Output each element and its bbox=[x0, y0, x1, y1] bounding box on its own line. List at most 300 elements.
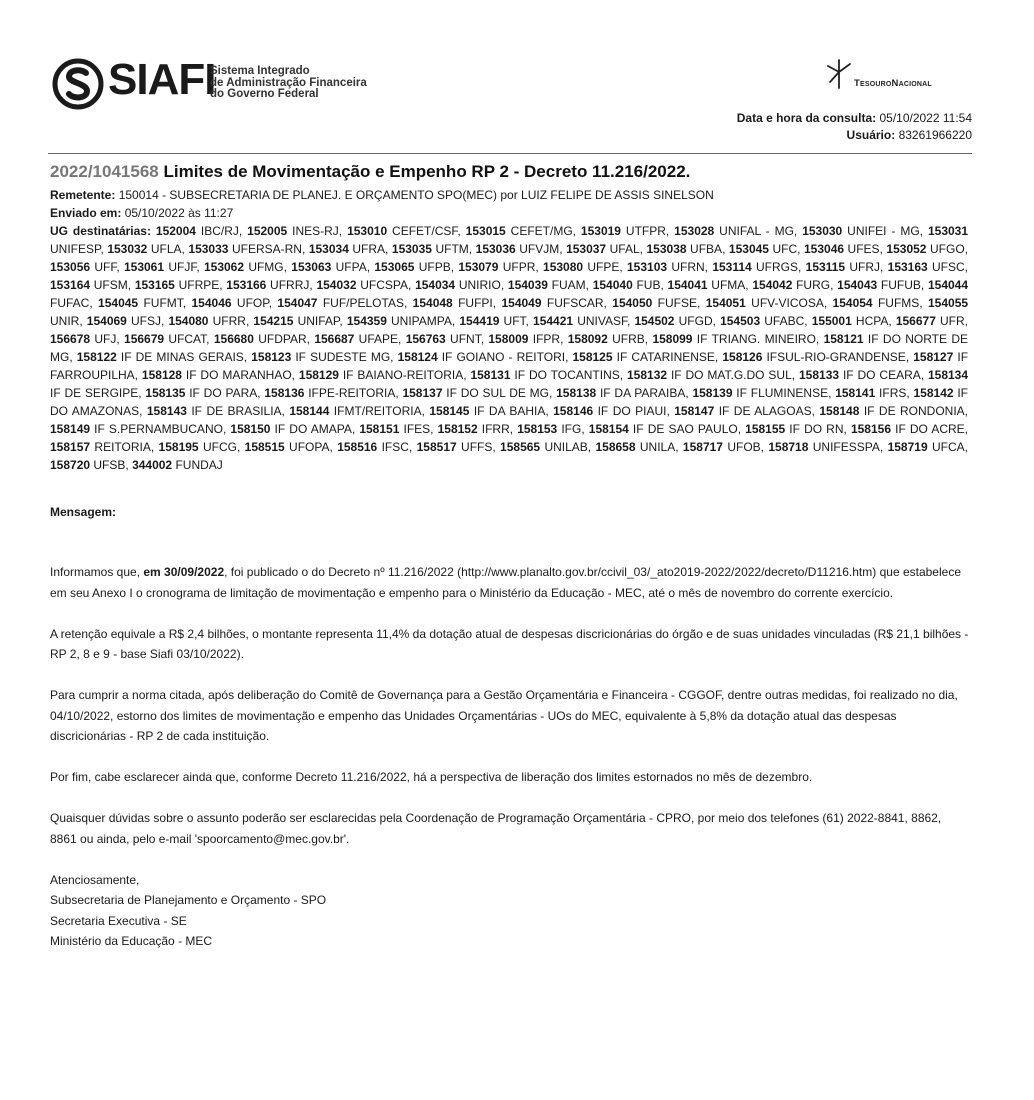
ug-code: 158092 bbox=[567, 332, 608, 346]
ug-destinatarias bbox=[50, 222, 968, 474]
ug-item bbox=[627, 368, 799, 382]
ug-code: 153038 bbox=[646, 242, 687, 256]
ug-code: 158009 bbox=[488, 332, 529, 346]
ug-name: IFRS, bbox=[875, 386, 914, 400]
ug-code: 154042 bbox=[752, 278, 793, 292]
ug-name: UFMG, bbox=[244, 260, 292, 274]
ug-code: 156677 bbox=[895, 314, 936, 328]
consulta-datetime bbox=[737, 110, 972, 127]
ug-name: UFCSPA, bbox=[356, 278, 416, 292]
ug-name: UFCAT, bbox=[164, 332, 214, 346]
page-title bbox=[50, 161, 968, 183]
ug-code: 153166 bbox=[226, 278, 267, 292]
ug-code: 154502 bbox=[634, 314, 675, 328]
ug-name: IF DE SAO PAULO, bbox=[628, 422, 746, 436]
siafi-emblem-icon bbox=[52, 58, 104, 110]
ug-item bbox=[720, 314, 812, 328]
ug-name: UFRJ, bbox=[845, 260, 888, 274]
ug-code: 158517 bbox=[416, 440, 457, 454]
ug-item bbox=[745, 422, 851, 436]
ug-item bbox=[517, 422, 589, 436]
ug-name: UFPR, bbox=[498, 260, 544, 274]
ug-code: 154054 bbox=[832, 296, 873, 310]
ug-item bbox=[835, 386, 913, 400]
ug-name: UFPB, bbox=[414, 260, 459, 274]
ug-code: 153103 bbox=[627, 260, 668, 274]
ug-item bbox=[712, 260, 805, 274]
siafi-subtitle-line: do Governo Federal bbox=[210, 88, 319, 100]
ug-item bbox=[568, 332, 653, 346]
ug-item bbox=[674, 224, 802, 238]
ug-name: FUFPI, bbox=[452, 296, 502, 310]
ug-item bbox=[833, 296, 928, 310]
ug-item bbox=[706, 296, 833, 310]
ug-item bbox=[729, 242, 804, 256]
ug-name: UFSJ, bbox=[126, 314, 169, 328]
ug-item bbox=[553, 404, 674, 418]
ug-item bbox=[438, 422, 518, 436]
ug-name: UNIR, bbox=[50, 314, 87, 328]
ug-name: IF DO RN, bbox=[785, 422, 851, 436]
ug-item bbox=[291, 260, 374, 274]
ug-item bbox=[98, 296, 191, 310]
ug-item bbox=[543, 260, 627, 274]
ug-item bbox=[556, 386, 692, 400]
signature-line: Ministério da Educação - MEC bbox=[50, 934, 213, 948]
ug-code: 156763 bbox=[405, 332, 446, 346]
p1-post: , foi publicado o do Decreto nº 11.216/2022 (http://www.planalto.gov.br/ccivil_03/_ato2019-2022/2022/decreto/D11216.htm) que estabelece em seu Anexo I o cronograma de limitação de movimentação e empenho para o Ministério da Educação - MEC, até o mês de novembro do corrente exercício. bbox=[50, 565, 961, 600]
usuario-value: 83261966220 bbox=[898, 128, 972, 142]
tesouro-star-icon bbox=[824, 58, 854, 90]
ug-code: 158154 bbox=[588, 422, 629, 436]
enviado-value: 05/10/2022 às 11:27 bbox=[124, 206, 234, 220]
ug-name: IF DA BAHIA, bbox=[469, 404, 554, 418]
ug-code: 154039 bbox=[507, 278, 548, 292]
ug-code: 153052 bbox=[886, 242, 927, 256]
siafi-subtitle-line: de Administração Financeira bbox=[210, 76, 367, 89]
ug-name: IFSUL-RIO-GRANDENSE, bbox=[762, 350, 914, 364]
ug-item bbox=[752, 278, 837, 292]
signature-line: Subsecretaria de Planejamento e Orçamento - SPO bbox=[50, 893, 327, 907]
ug-name: UFOB, bbox=[722, 440, 769, 454]
ug-item bbox=[347, 314, 460, 328]
ug-code: 158717 bbox=[682, 440, 723, 454]
ug-code: 158138 bbox=[556, 386, 597, 400]
ug-name: UFRGS, bbox=[751, 260, 806, 274]
ug-name: UFRPE, bbox=[174, 278, 227, 292]
ug-code: 153115 bbox=[805, 260, 846, 274]
ug-code: 158125 bbox=[572, 350, 613, 364]
ug-name: IF DA PARAIBA, bbox=[596, 386, 693, 400]
ug-item bbox=[253, 314, 346, 328]
consulta-label: Data e hora da consulta: bbox=[736, 111, 877, 125]
document-number: 2022/1041568 bbox=[50, 162, 159, 181]
ug-item bbox=[500, 440, 595, 454]
ug-item bbox=[812, 314, 896, 328]
ug-code: 158150 bbox=[230, 422, 271, 436]
ug-item bbox=[314, 332, 405, 346]
ug-name: FUFUB, bbox=[877, 278, 928, 292]
ug-code: 158121 bbox=[823, 332, 864, 346]
ug-code: 158128 bbox=[141, 368, 182, 382]
ug-name: UFC, bbox=[768, 242, 804, 256]
ug-name: IBC/RJ, bbox=[195, 224, 248, 238]
ug-code: 153035 bbox=[391, 242, 432, 256]
ug-item bbox=[398, 350, 573, 364]
siafi-subtitle bbox=[210, 66, 410, 101]
remetente-label: Remetente: bbox=[50, 188, 116, 202]
ug-code: 153015 bbox=[465, 224, 506, 238]
header-divider bbox=[48, 153, 972, 154]
ug-label: UG destinatárias: bbox=[50, 224, 151, 238]
ug-code: 155001 bbox=[811, 314, 852, 328]
ug-name: UFRA, bbox=[348, 242, 392, 256]
ug-name: IF CATARINENSE, bbox=[612, 350, 723, 364]
ug-item bbox=[50, 440, 159, 454]
ug-item bbox=[156, 224, 247, 238]
ug-code: 158148 bbox=[819, 404, 860, 418]
ug-name: UFF, bbox=[90, 260, 124, 274]
ug-name: FUFAC, bbox=[50, 296, 99, 310]
ug-name: UFFS, bbox=[456, 440, 501, 454]
ug-name: UFABC, bbox=[760, 314, 812, 328]
ug-item bbox=[589, 422, 745, 436]
ug-code: 158129 bbox=[298, 368, 339, 382]
ug-item bbox=[674, 404, 819, 418]
ug-code: 153034 bbox=[308, 242, 349, 256]
ug-code: 153046 bbox=[804, 242, 845, 256]
ug-code: 154503 bbox=[720, 314, 761, 328]
ug-name: UFDPAR, bbox=[253, 332, 315, 346]
document-title: Limites de Movimentação e Empenho RP 2 - Decreto 11.216/2022. bbox=[163, 162, 691, 181]
consulta-value: 05/10/2022 11:54 bbox=[879, 111, 972, 125]
ug-name: UFAL, bbox=[606, 242, 647, 256]
ug-code: 158147 bbox=[674, 404, 715, 418]
ug-item bbox=[627, 260, 712, 274]
ug-item bbox=[214, 332, 314, 346]
ug-item bbox=[247, 224, 347, 238]
ug-code: 153030 bbox=[802, 224, 843, 238]
remetente-value: 150014 - SUBSECRETARIA DE PLANEJ. E ORÇAMENTO SPO(MEC) por LUIZ FELIPE DE ASSIS SINELSON bbox=[118, 188, 714, 202]
signature-line: Atenciosamente, bbox=[50, 872, 140, 887]
ug-name: UFGO, bbox=[926, 242, 968, 256]
message-paragraph: Para cumprir a norma citada, após deliberação do Comitê de Governança para a Gestão Orçamentária e Financeira - CGGOF, dentre outras medidas, foi realizado no dia, 04/10/2022, estorno dos limites de movimentação e empenho das Unidades Orçamentárias - UOs do MEC, equivalente à 5,8% da dotação atual das despesas discricionárias - RP 2 de cada instituição. bbox=[50, 688, 958, 743]
ug-item bbox=[124, 260, 204, 274]
ug-name: REITORIA, bbox=[90, 440, 159, 454]
enviado-label: Enviado em: bbox=[50, 206, 122, 220]
ug-name: UNILAB, bbox=[540, 440, 596, 454]
ug-name: HCPA, bbox=[851, 314, 896, 328]
ug-item bbox=[802, 224, 928, 238]
ug-name: IFPR, bbox=[528, 332, 568, 346]
ug-code: 153032 bbox=[107, 242, 148, 256]
ug-name: UNIFAP, bbox=[293, 314, 347, 328]
ug-item bbox=[768, 440, 887, 454]
ug-code: 158146 bbox=[553, 404, 594, 418]
ug-code: 158099 bbox=[652, 332, 693, 346]
ug-item bbox=[316, 278, 415, 292]
ug-code: 154032 bbox=[316, 278, 357, 292]
ug-name: IF DE MINAS GERAIS, bbox=[116, 350, 252, 364]
message-paragraph: Quaisquer dúvidas sobre o assunto poderão ser esclarecidas pela Coordenação de Programação Orçamentária - CPRO, por meio dos telefones (61) 2022-8841, 8862, 8861 ou ainda, pelo e-mail 'spoorcamento@mec.gov.br'. bbox=[50, 811, 942, 846]
ug-name: UFR, bbox=[935, 314, 968, 328]
ug-code: 158720 bbox=[50, 458, 91, 472]
ug-code: 154050 bbox=[612, 296, 653, 310]
ug-item bbox=[806, 260, 888, 274]
ug-code: 154049 bbox=[501, 296, 542, 310]
ug-code: 154034 bbox=[415, 278, 456, 292]
ug-item bbox=[722, 350, 913, 364]
ug-name: IF GOIANO - REITORI, bbox=[437, 350, 573, 364]
ug-item bbox=[374, 260, 458, 274]
ug-name: CEFET/CSF, bbox=[387, 224, 466, 238]
ug-item bbox=[145, 386, 264, 400]
ug-item bbox=[572, 350, 722, 364]
ug-item bbox=[466, 224, 581, 238]
usuario-label: Usuário: bbox=[846, 128, 896, 142]
ug-name: IF DO CEARA, bbox=[839, 368, 928, 382]
ug-name: IF DE RONDONIA, bbox=[859, 404, 969, 418]
ug-name: UFRN, bbox=[667, 260, 713, 274]
ug-code: 158157 bbox=[50, 440, 91, 454]
p1-pre: Informamos que, bbox=[50, 565, 144, 579]
ug-code: 154043 bbox=[837, 278, 878, 292]
message-label: Mensagem: bbox=[50, 505, 117, 519]
ug-code: 158136 bbox=[264, 386, 305, 400]
ug-item bbox=[652, 332, 823, 346]
ug-name: FUFSCAR, bbox=[541, 296, 613, 310]
ug-name: FURG, bbox=[792, 278, 838, 292]
ug-code: 158152 bbox=[437, 422, 478, 436]
ug-code: 153079 bbox=[458, 260, 499, 274]
ug-item bbox=[50, 260, 124, 274]
ug-code: 154044 bbox=[927, 278, 969, 292]
ug-code: 153045 bbox=[728, 242, 769, 256]
ug-code: 154041 bbox=[667, 278, 708, 292]
ug-code: 158719 bbox=[887, 440, 928, 454]
ug-name: UTFPR, bbox=[620, 224, 675, 238]
ug-item bbox=[50, 422, 230, 436]
ug-name: FUFMS, bbox=[872, 296, 928, 310]
ug-item bbox=[896, 314, 968, 328]
ug-code: 158156 bbox=[850, 422, 891, 436]
ug-item bbox=[508, 278, 593, 292]
ug-name: UFVJM, bbox=[515, 242, 567, 256]
ug-name: UFOPA, bbox=[284, 440, 338, 454]
ug-name: CEFET/MG, bbox=[505, 224, 581, 238]
ug-name: FUF/PELOTAS, bbox=[317, 296, 413, 310]
message-body bbox=[50, 562, 970, 952]
ug-name: UFSM, bbox=[90, 278, 135, 292]
ug-code: 153036 bbox=[475, 242, 516, 256]
ug-code: 153063 bbox=[291, 260, 332, 274]
enviado bbox=[50, 204, 968, 222]
ug-code: 153080 bbox=[543, 260, 584, 274]
ug-name: IFMT/REITORIA, bbox=[329, 404, 430, 418]
document-details bbox=[50, 161, 968, 474]
ug-code: 153114 bbox=[712, 260, 752, 274]
ug-code: 344002 bbox=[132, 458, 173, 472]
ug-code: 154045 bbox=[98, 296, 139, 310]
ug-name: IF TRIANG. MINEIRO, bbox=[692, 332, 824, 346]
ug-name: IF DO PIAUI, bbox=[593, 404, 675, 418]
ug-item bbox=[692, 386, 835, 400]
message-paragraph: A retenção equivale a R$ 2,4 bilhões, o montante representa 11,4% da dotação atual de despesas discricionárias do órgão e de suas unidades vinculadas (R$ 21,1 bilhões - RP 2, 8 e 9 - base Siafi 03/10/2022). bbox=[50, 626, 969, 661]
ug-name: IFES, bbox=[399, 422, 438, 436]
ug-item bbox=[593, 278, 668, 292]
ug-name: UFRB, bbox=[607, 332, 653, 346]
ug-item bbox=[299, 368, 471, 382]
ug-code: 158149 bbox=[50, 422, 91, 436]
ug-code: 154215 bbox=[253, 314, 294, 328]
siafi-subtitle-line: Sistema Integrado bbox=[210, 65, 310, 77]
ug-name: FUB, bbox=[632, 278, 668, 292]
ug-code: 158144 bbox=[289, 404, 330, 418]
ug-code: 158658 bbox=[595, 440, 636, 454]
ug-name: IF BAIANO-REITORIA, bbox=[338, 368, 471, 382]
ug-item bbox=[309, 242, 392, 256]
ug-item bbox=[458, 260, 543, 274]
ug-name: FUFSE, bbox=[652, 296, 706, 310]
ug-code: 154055 bbox=[928, 296, 969, 310]
ug-code: 154419 bbox=[459, 314, 500, 328]
ug-item bbox=[289, 404, 429, 418]
ug-item bbox=[124, 332, 214, 346]
ug-code: 154069 bbox=[86, 314, 127, 328]
ug-item bbox=[888, 260, 968, 274]
ug-name: UNIFEI - MG, bbox=[842, 224, 928, 238]
ug-name: UNIVASF, bbox=[573, 314, 635, 328]
ug-code: 153165 bbox=[134, 278, 175, 292]
ug-code: 152005 bbox=[247, 224, 288, 238]
ug-name: UFV-VICOSA, bbox=[745, 296, 833, 310]
ug-item bbox=[488, 332, 567, 346]
ug-item bbox=[683, 440, 768, 454]
ug-name: UFGD, bbox=[674, 314, 721, 328]
ug-item bbox=[429, 404, 553, 418]
ug-code: 153019 bbox=[580, 224, 621, 238]
ug-item bbox=[413, 296, 502, 310]
ug-item bbox=[501, 296, 612, 310]
ug-item bbox=[888, 440, 968, 454]
ug-item bbox=[851, 422, 968, 436]
message-paragraph bbox=[50, 562, 970, 603]
usuario bbox=[737, 127, 972, 144]
ug-code: 158134 bbox=[927, 368, 969, 382]
ug-name: FUAM, bbox=[547, 278, 593, 292]
ug-item bbox=[581, 224, 674, 238]
ug-code: 156687 bbox=[314, 332, 355, 346]
ug-code: 156678 bbox=[50, 332, 91, 346]
ug-name: IF DE BRASILIA, bbox=[186, 404, 290, 418]
p1-bold: em 30/09/2022 bbox=[143, 565, 225, 579]
ug-name: IFRR, bbox=[477, 422, 518, 436]
ug-code: 154080 bbox=[168, 314, 209, 328]
ug-item bbox=[566, 242, 646, 256]
ug-name: UFSC, bbox=[927, 260, 968, 274]
ug-name: FUNDAJ bbox=[172, 458, 223, 472]
ug-code: 158155 bbox=[745, 422, 786, 436]
ug-name: UFNT, bbox=[445, 332, 489, 346]
ug-code: 153062 bbox=[203, 260, 245, 274]
ug-item bbox=[533, 314, 634, 328]
ug-name: IFPE-REITORIA, bbox=[304, 386, 403, 400]
ug-code: 158515 bbox=[244, 440, 285, 454]
ug-item bbox=[470, 368, 627, 382]
ug-code: 158139 bbox=[692, 386, 733, 400]
ug-code: 153061 bbox=[123, 260, 165, 274]
ug-name: UFTM, bbox=[431, 242, 476, 256]
ug-item bbox=[50, 458, 132, 472]
ug-name: UFES, bbox=[844, 242, 887, 256]
ug-item bbox=[168, 314, 253, 328]
siafi-logo bbox=[52, 58, 104, 108]
ug-name: IF FARROUPILHA, bbox=[50, 350, 969, 382]
ug-code: 156680 bbox=[213, 332, 254, 346]
ug-item bbox=[50, 278, 135, 292]
ug-code: 158718 bbox=[768, 440, 809, 454]
ug-code: 158142 bbox=[913, 386, 954, 400]
ug-name: UNIPAMPA, bbox=[386, 314, 460, 328]
ug-code: 158143 bbox=[146, 404, 187, 418]
ug-item bbox=[135, 278, 226, 292]
ug-name: UFMA, bbox=[707, 278, 753, 292]
ug-code: 158516 bbox=[337, 440, 378, 454]
ug-name: UFPE, bbox=[583, 260, 627, 274]
ug-code: 158195 bbox=[158, 440, 199, 454]
ug-item bbox=[159, 440, 245, 454]
ug-item bbox=[142, 368, 299, 382]
ug-item bbox=[337, 440, 416, 454]
ug-name: IF DE ALAGOAS, bbox=[714, 404, 820, 418]
ug-name: IF DO AMAZONAS, bbox=[50, 386, 968, 418]
ug-code: 153031 bbox=[927, 224, 969, 238]
ug-code: 158141 bbox=[835, 386, 876, 400]
ug-code: 153065 bbox=[374, 260, 415, 274]
ug-item bbox=[204, 260, 291, 274]
ug-name: UFCA, bbox=[927, 440, 968, 454]
ug-item bbox=[837, 278, 928, 292]
ug-name: UNIFAL - MG, bbox=[714, 224, 803, 238]
tesouro-logo bbox=[824, 58, 964, 94]
ug-item bbox=[668, 278, 753, 292]
ug-name: UFLA, bbox=[147, 242, 189, 256]
ug-item bbox=[799, 368, 928, 382]
ug-item bbox=[612, 296, 705, 310]
ug-item bbox=[402, 386, 556, 400]
remetente bbox=[50, 186, 968, 204]
ug-name: IF DE SERGIPE, bbox=[50, 386, 146, 400]
ug-name: IF DO PARA, bbox=[185, 386, 265, 400]
ug-name: IF DO SUL DE MG, bbox=[442, 386, 557, 400]
ug-name: FUFMT, bbox=[138, 296, 192, 310]
message-paragraph: Por fim, cabe esclarecer ainda que, conforme Decreto 11.216/2022, há a perspectiva de liberação dos limites estornados no mês de dezembro. bbox=[50, 770, 813, 784]
ug-name: UFJF, bbox=[164, 260, 204, 274]
ug-code: 153028 bbox=[674, 224, 715, 238]
ug-item bbox=[359, 422, 437, 436]
ug-name: IFSC, bbox=[377, 440, 417, 454]
ug-item bbox=[264, 386, 402, 400]
ug-code: 158123 bbox=[251, 350, 292, 364]
ug-name: UNIRIO, bbox=[455, 278, 508, 292]
ug-name: IF DO NORTE DE MG, bbox=[50, 332, 969, 364]
tesouro-label: TesouroNacional bbox=[854, 78, 932, 89]
ug-code: 158126 bbox=[722, 350, 763, 364]
ug-item bbox=[77, 350, 251, 364]
ug-code: 158122 bbox=[76, 350, 117, 364]
ug-name: IF S.PERNAMBUCANO, bbox=[90, 422, 231, 436]
ug-code: 153010 bbox=[347, 224, 388, 238]
